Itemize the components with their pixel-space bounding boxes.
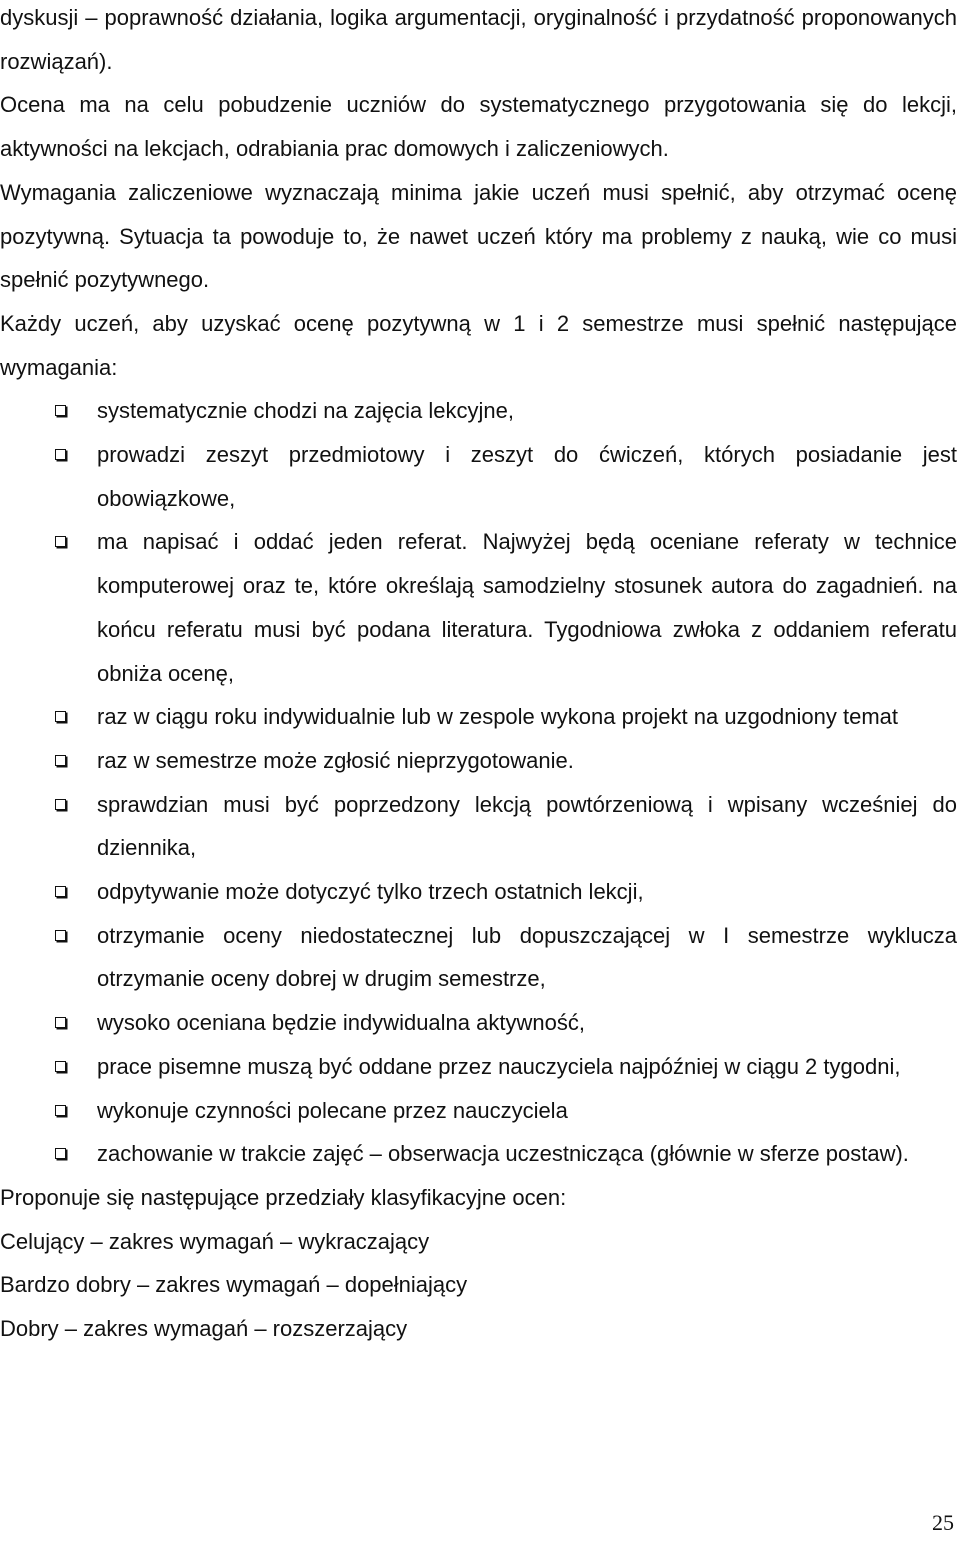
list-item-text: zachowanie w trakcie zajęć – obserwacja uczestnicząca (głównie w sferze postaw). bbox=[97, 1141, 909, 1167]
list-item-text: odpytywanie może dotyczyć tylko trzech ostatnich lekcji, bbox=[97, 879, 644, 905]
list-item-text: ma napisać i oddać jeden referat. Najwyżej będą oceniane referaty w technice komputerowej oraz te, które określają samodzielny stosunek autora do zagadnień. na końcu referatu musi być podana literatura. Tygodniowa zwłoka z oddaniem referatu obniża ocenę, bbox=[97, 529, 957, 686]
checkbox-bullet-icon bbox=[55, 405, 66, 416]
grading-intro: Proponuje się następujące przedziały klasyfikacyjne ocen: bbox=[0, 1184, 567, 1210]
checkbox-bullet-icon bbox=[55, 449, 66, 460]
list-item bbox=[0, 739, 957, 783]
paragraph-passing-requirements: Wymagania zaliczeniowe wyznaczają minima jakie uczeń musi spełnić, aby otrzymać ocenę pozytywną. Sytuacja ta powoduje to, że nawet uczeń który ma problemy z nauką, wie co musi spełnić pozytywnego. bbox=[0, 179, 957, 293]
checkbox-bullet-icon bbox=[55, 1105, 66, 1116]
checkbox-bullet-icon bbox=[55, 536, 66, 547]
page-number: 25 bbox=[932, 1510, 954, 1535]
list-item bbox=[0, 1089, 957, 1133]
list-item bbox=[0, 389, 957, 433]
paragraph-requirements-intro: Każdy uczeń, aby uzyskać ocenę pozytywną w 1 i 2 semestrze musi spełnić następujące wymagania: bbox=[0, 310, 957, 380]
paragraph-assessment-goal: Ocena ma na celu pobudzenie uczniów do systematycznego przygotowania się do lekcji, aktywności na lekcjach, odrabiania prac domowych i zaliczeniowych. bbox=[0, 92, 957, 162]
list-item bbox=[0, 783, 957, 870]
list-item-text: prowadzi zeszyt przedmiotowy i zeszyt do ćwiczeń, których posiadanie jest obowiązkowe, bbox=[97, 442, 957, 511]
list-item bbox=[0, 695, 957, 739]
grade-line-dobry: Dobry – zakres wymagań – rozszerzający bbox=[0, 1316, 408, 1342]
requirements-list bbox=[0, 389, 957, 1176]
list-item-text: sprawdzian musi być poprzedzony lekcją powtórzeniową i wpisany wcześniej do dziennika, bbox=[97, 791, 957, 861]
list-item bbox=[0, 520, 957, 695]
list-item bbox=[0, 433, 957, 520]
list-item-text: raz w ciągu roku indywidualnie lub w zespole wykona projekt na uzgodniony temat bbox=[97, 704, 899, 730]
list-item-text: otrzymanie oceny niedostatecznej lub dopuszczającej w I semestrze wyklucza otrzymanie oceny dobrej w drugim semestrze, bbox=[97, 922, 957, 992]
list-item bbox=[0, 1001, 957, 1045]
checkbox-bullet-icon bbox=[55, 1017, 66, 1028]
list-item bbox=[0, 1045, 957, 1089]
list-item bbox=[0, 914, 957, 1001]
list-item-text: raz w semestrze może zgłosić nieprzygotowanie. bbox=[97, 747, 574, 773]
list-item-text: systematycznie chodzi na zajęcia lekcyjne, bbox=[97, 398, 514, 424]
paragraph-discussion-criteria: dyskusji – poprawność działania, logika argumentacji, oryginalność i przydatność proponowanych rozwiązań). bbox=[0, 5, 957, 74]
list-item bbox=[0, 1132, 957, 1176]
checkbox-bullet-icon bbox=[55, 1148, 66, 1159]
grade-line-bardzo-dobry: Bardzo dobry – zakres wymagań – dopełniający bbox=[0, 1272, 468, 1298]
list-item bbox=[0, 870, 957, 914]
list-item-text: wysoko oceniana będzie indywidualna aktywność, bbox=[97, 1010, 585, 1036]
checkbox-bullet-icon bbox=[55, 755, 66, 766]
checkbox-bullet-icon bbox=[55, 886, 66, 897]
checkbox-bullet-icon bbox=[55, 799, 66, 810]
grade-line-celujacy: Celujący – zakres wymagań – wykraczający bbox=[0, 1228, 430, 1254]
checkbox-bullet-icon bbox=[55, 930, 66, 941]
checkbox-bullet-icon bbox=[55, 711, 66, 722]
list-item-text: prace pisemne muszą być oddane przez nauczyciela najpóźniej w ciągu 2 tygodni, bbox=[97, 1053, 901, 1079]
list-item-text: wykonuje czynności polecane przez nauczyciela bbox=[97, 1097, 568, 1123]
checkbox-bullet-icon bbox=[55, 1061, 66, 1072]
